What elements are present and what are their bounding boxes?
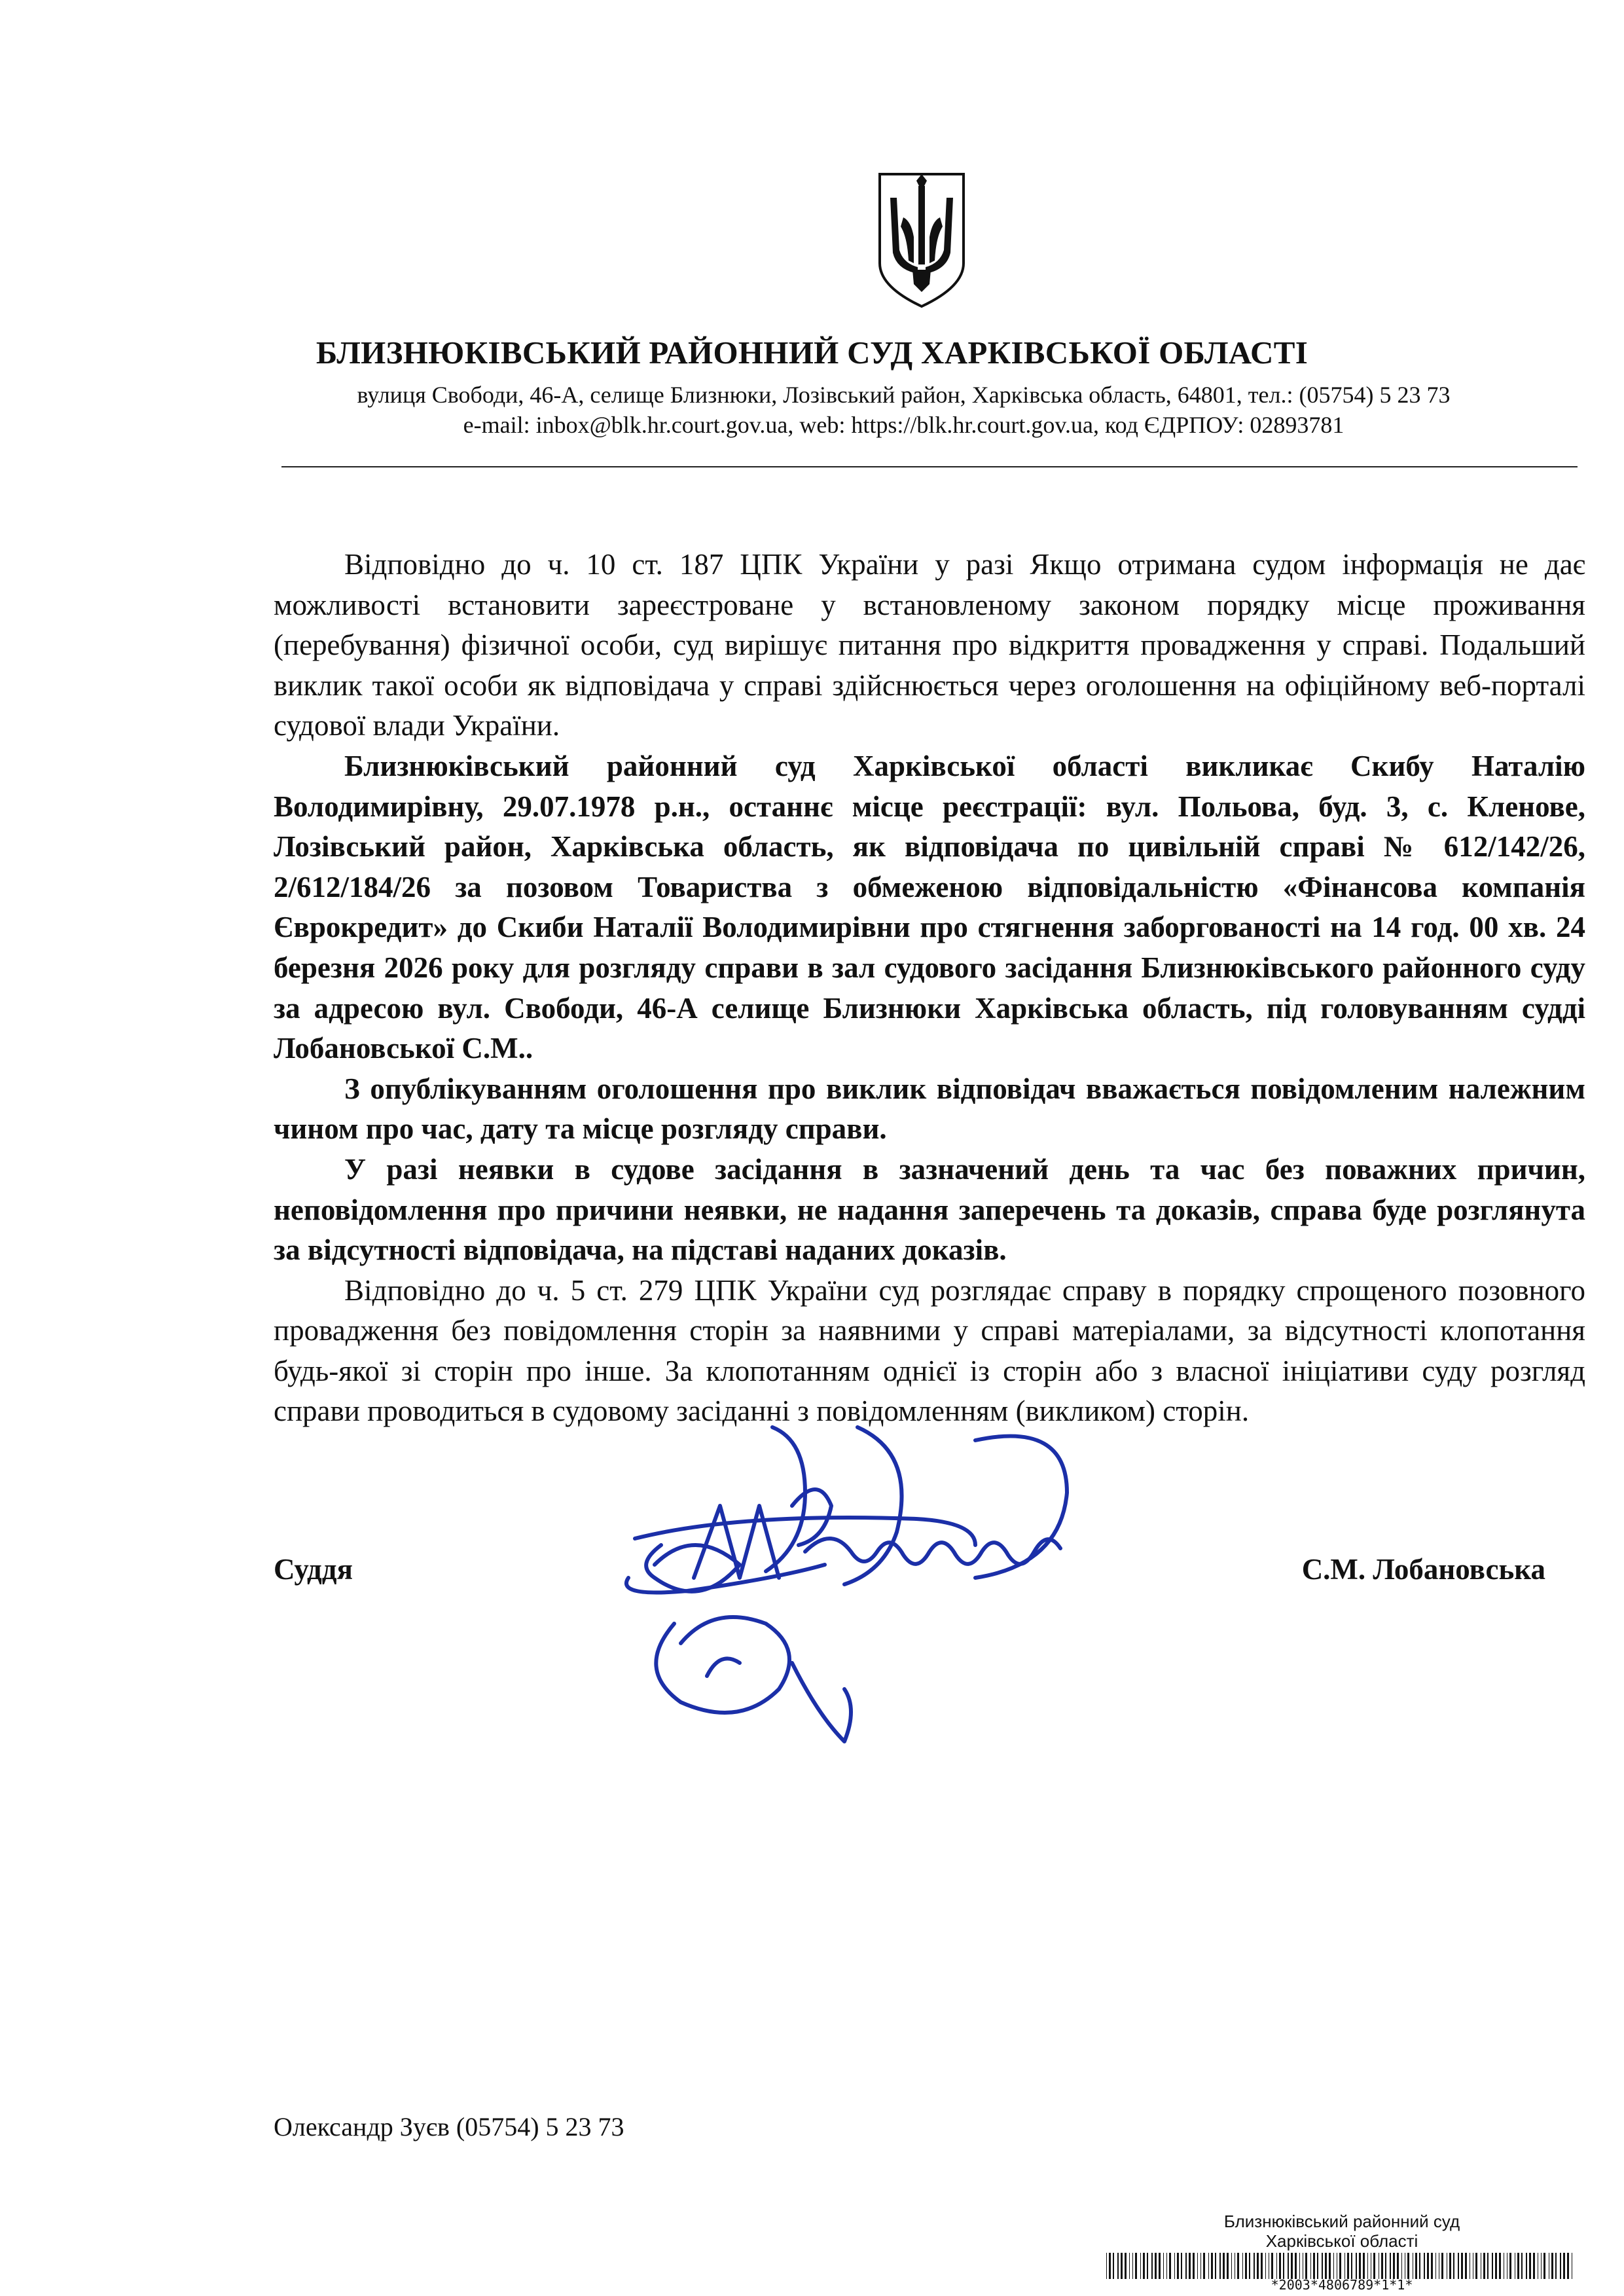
- barcode-bar: [1329, 2253, 1331, 2279]
- barcode-bar: [1449, 2253, 1451, 2279]
- barcode-bar: [1427, 2253, 1429, 2279]
- barcode-bar: [1117, 2253, 1119, 2279]
- paragraph-summons: Близнюківський районний суд Харківської області викликає Скибу Наталію Володимирівну, 29.07.1978 р.н., останнє місце реєстрації: вул. Польова, буд. 3, с. Кленове, Лозівський район, Харківська область, як відповідача по цивільній справі № 612/142/26, 2/612/184/26 за позовом Товариства з обмеженою відповідальністю «Фінансова компанія Єврокредит» до Скиби Наталії Володимирівни про стягнення заборгованості на 14 год. 00 хв. 24 березня 2026 року для розгляду справи в зал судового засідання Близнюківського районного суду за адресою вул. Свободи, 46-А селище Близнюки Харківська область, під головуванням судді Лобановської С.М..: [274, 749, 1585, 1065]
- barcode-bar: [1203, 2253, 1205, 2279]
- barcode-bar: [1257, 2253, 1259, 2279]
- barcode-bar: [1135, 2253, 1137, 2279]
- barcode-bar: [1435, 2253, 1436, 2279]
- paragraph-procedure: Відповідно до ч. 5 ст. 279 ЦПК України суд розглядає справу в порядку спрощеного позовного провадження без повідомлення сторін за наявними у справі матеріалами, за відсутності клопотання будь-якої зі сторін про інше. За клопотанням однієї із сторін або з власної ініціативи суду розгляд справи проводиться в судовому засіданні з повідомленням (викликом) сторін.: [274, 1273, 1585, 1428]
- barcode-bar: [1563, 2253, 1565, 2279]
- header-divider: [281, 466, 1578, 467]
- barcode-bar: [1283, 2253, 1284, 2279]
- trident-emblem-icon: [877, 172, 966, 309]
- barcode-bar: [1174, 2253, 1175, 2279]
- barcode-bar: [1181, 2253, 1182, 2279]
- barcode-bar: [1113, 2253, 1114, 2279]
- barcode-bar: [1237, 2253, 1239, 2279]
- barcode-bar: [1407, 2253, 1409, 2279]
- barcode-bar: [1415, 2253, 1417, 2279]
- barcode-bar: [1461, 2253, 1463, 2279]
- barcode-bar: [1291, 2253, 1293, 2279]
- barcode-bar: [1143, 2253, 1145, 2279]
- barcode-bar: [1381, 2253, 1383, 2279]
- barcode-bar: [1517, 2253, 1519, 2279]
- barcode-bar: [1109, 2253, 1111, 2279]
- barcode-bar: [1129, 2253, 1130, 2279]
- barcode-bar: [1347, 2253, 1349, 2279]
- barcode-bar: [1140, 2253, 1141, 2279]
- barcode-bar: [1325, 2253, 1327, 2279]
- paragraph-absence: У разі неявки в судове засідання в зазначений день та час без поважних причин, неповідомлення про причини неявки, не надання заперечень та доказів, справа буде розглянута за відсутності відповідача, на підставі наданих доказів.: [274, 1152, 1585, 1267]
- barcode-bar: [1254, 2253, 1255, 2279]
- barcode-bar: [1132, 2253, 1133, 2279]
- barcode-bar: [1163, 2253, 1164, 2279]
- barcode-bar: [1215, 2253, 1216, 2279]
- barcode-bar: [1147, 2253, 1148, 2279]
- barcode-bar: [1310, 2253, 1311, 2279]
- executor-contact: Олександр Зуєв (05754) 5 23 73: [274, 2112, 624, 2141]
- barcode-bar: [1541, 2253, 1542, 2279]
- barcode-bar: [1245, 2253, 1247, 2279]
- barcode-bar: [1265, 2253, 1266, 2279]
- barcode-bar: [1339, 2253, 1341, 2279]
- barcode-bar: [1333, 2253, 1334, 2279]
- barcode-bar: [1492, 2253, 1493, 2279]
- barcode-bar: [1261, 2253, 1263, 2279]
- barcode-bar: [1317, 2253, 1318, 2279]
- document-body: [274, 545, 1585, 1432]
- barcode-bar: [1271, 2253, 1273, 2279]
- barcode-bar: [1155, 2253, 1157, 2279]
- barcode-bar: [1299, 2253, 1300, 2279]
- barcode-bar: [1322, 2253, 1323, 2279]
- barcode-bar: [1249, 2253, 1250, 2279]
- barcode-bar: [1483, 2253, 1485, 2279]
- court-address: вулиця Свободи, 46-А, селище Близнюки, Лозівський район, Харківська область, 64801, тел.: (05754) 5 23 73: [357, 382, 1451, 408]
- judge-name: С.М. Лобановська: [1301, 1553, 1545, 1586]
- barcode-bar: [1567, 2253, 1569, 2279]
- barcode-bar: [1197, 2253, 1198, 2279]
- barcode-bar: [1185, 2253, 1187, 2279]
- barcode-bar: [1121, 2253, 1123, 2279]
- stamp-line-2: Харківської області: [1265, 2231, 1418, 2251]
- barcode-bar: [1313, 2253, 1315, 2279]
- barcode-bar: [1367, 2253, 1368, 2279]
- barcode-bar: [1223, 2253, 1225, 2279]
- barcode-bar: [1227, 2253, 1229, 2279]
- handwritten-signature: [609, 1414, 1146, 1755]
- stamp-line-1: Близнюківський районний суд: [1223, 2212, 1460, 2231]
- barcode-bar: [1189, 2253, 1191, 2279]
- barcode-bar: [1363, 2253, 1365, 2279]
- barcode-bar: [1393, 2253, 1395, 2279]
- signature-label: Суддя: [274, 1553, 353, 1586]
- paragraph-notice: З опублікуванням оголошення про виклик відповідач вважається повідомленим належним чином про час, дату та місце розгляду справи.: [274, 1072, 1585, 1146]
- barcode-bar: [1555, 2253, 1557, 2279]
- court-contacts: e-mail: inbox@blk.hr.court.gov.ua, web: https://blk.hr.court.gov.ua, код ЄДРПОУ: 02893781: [463, 412, 1344, 438]
- barcode-number: *2003*4806789*1*1*: [1271, 2277, 1413, 2293]
- barcode-bar: [1543, 2253, 1545, 2279]
- barcode-bar: [1465, 2253, 1467, 2279]
- barcode-bar: [1431, 2253, 1433, 2279]
- court-name: БЛИЗНЮКІВСЬКИЙ РАЙОННИЙ СУД ХАРКІВСЬКОЇ ОБЛАСТІ: [316, 335, 1308, 371]
- barcode-bar: [1453, 2253, 1454, 2279]
- barcode-bar: [1288, 2253, 1289, 2279]
- barcode-bar: [1305, 2253, 1307, 2279]
- barcode-bar: [1279, 2253, 1281, 2279]
- barcode-bar: [1106, 2253, 1107, 2279]
- barcode-bar: [1276, 2253, 1277, 2279]
- barcode-bar: [1385, 2253, 1386, 2279]
- registry-stamp: [1106, 2212, 1578, 2251]
- barcode-bar: [1344, 2253, 1345, 2279]
- barcode-bar: [1487, 2253, 1489, 2279]
- barcode-bar: [1373, 2253, 1375, 2279]
- barcode-bar: [1441, 2253, 1443, 2279]
- barcode-bar: [1125, 2253, 1127, 2279]
- barcode-bar: [1295, 2253, 1297, 2279]
- barcode-bar: [1526, 2253, 1527, 2279]
- barcode-bar: [1177, 2253, 1179, 2279]
- barcode-bar: [1169, 2253, 1171, 2279]
- barcode-bar: [1159, 2253, 1161, 2279]
- barcode-bar: [1509, 2253, 1511, 2279]
- barcode-bar: [1458, 2253, 1459, 2279]
- barcode-bar: [1356, 2253, 1357, 2279]
- barcode-bar: [1521, 2253, 1523, 2279]
- barcode-bar: [1529, 2253, 1531, 2279]
- barcode-bar: [1193, 2253, 1195, 2279]
- barcode-bar: [1359, 2253, 1361, 2279]
- barcode-bar: [1499, 2253, 1501, 2279]
- barcode-bar: [1219, 2253, 1221, 2279]
- barcode: [1106, 2253, 1578, 2279]
- barcode-bar: [1242, 2253, 1243, 2279]
- barcode-bar: [1551, 2253, 1553, 2279]
- barcode-bar: [1560, 2253, 1561, 2279]
- barcode-bar: [1200, 2253, 1201, 2279]
- barcode-bar: [1401, 2253, 1402, 2279]
- barcode-bar: [1211, 2253, 1213, 2279]
- barcode-bar: [1151, 2253, 1153, 2279]
- barcode-bar: [1475, 2253, 1477, 2279]
- paragraph-legal-basis: Відповідно до ч. 10 ст. 187 ЦПК України у разі Якщо отримана судом інформація не дає можливості встановити зареєстроване у встановленому законом порядку місце проживання (перебування) фізичної особи, суд вирішує питання про відкриття провадження у справі. Подальший виклик такої особи як відповідача у справі здійснюється через оголошення на офіційному веб-порталі судової влади України.: [274, 548, 1585, 742]
- barcode-bar: [1208, 2253, 1209, 2279]
- barcode-bar: [1166, 2253, 1167, 2279]
- barcode-bar: [1231, 2253, 1232, 2279]
- barcode-bar: [1495, 2253, 1497, 2279]
- barcode-bar: [1419, 2253, 1420, 2279]
- barcode-bar: [1397, 2253, 1399, 2279]
- barcode-bar: [1351, 2253, 1352, 2279]
- barcode-bar: [1390, 2253, 1391, 2279]
- barcode-bar: [1533, 2253, 1535, 2279]
- barcode-bar: [1424, 2253, 1425, 2279]
